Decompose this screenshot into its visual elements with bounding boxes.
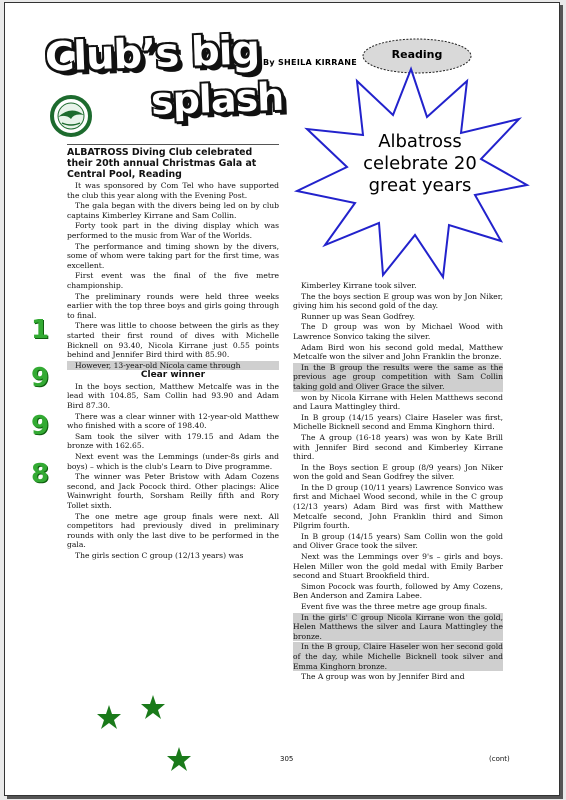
paragraph: The performance and timing shown by the divers, some of whom were taking part for the first time, was excellent. — [67, 241, 279, 270]
paragraph: Runner up was Sean Godfrey. — [301, 311, 416, 321]
starburst-line-3: great years — [368, 175, 472, 196]
starburst-line-2: celebrate 20 — [363, 153, 477, 174]
paragraph: The girls section C group (12/13 years) was — [75, 550, 244, 560]
continued-note: (cont) — [489, 755, 510, 763]
paragraph: Sam took the silver with 179.15 and Adam the bronze with 162.65. — [67, 431, 279, 451]
paragraph: The the boys section E group was won by Jon Niker, giving him his second gold of the day. — [293, 291, 503, 311]
paragraph: Next event was the Lemmings (under-8s girls and boys) – which is the club's Learn to Dive programme. — [67, 452, 279, 471]
subheading: Clear winner — [140, 370, 206, 381]
paragraph: The preliminary rounds were held three weeks earlier with the top three boys and girls going through to final. — [67, 291, 279, 320]
headline-line-1: Club’s big — [44, 27, 260, 81]
paragraph: won by Nicola Kirrane with Helen Matthews second and Laura Mattingley third. — [293, 392, 503, 412]
paragraph: It was sponsored by Com Tel who have supported the club this year along with the Evening Post. — [67, 181, 279, 200]
green-stars-icon — [93, 693, 203, 783]
badge-label: Reading — [391, 48, 443, 61]
year-digit-1: 1 — [31, 315, 50, 345]
newspaper-clipping-right — [293, 281, 503, 683]
paragraph: First event was the final of the five metre championship. — [67, 271, 279, 290]
year-digit-2: 9 — [31, 363, 50, 393]
scrapbook-page — [4, 2, 560, 796]
newspaper-clipping-left — [67, 144, 279, 562]
byline: By SHEILA KIRRANE — [263, 58, 358, 67]
page-number: 305 — [280, 755, 294, 763]
paragraph: In the Boys section E group (8/9 years) Jon Niker won the gold and Sean Godfrey the silver. — [293, 462, 503, 482]
article-lead: ALBATROSS Diving Club celebrated their 20th annual Christmas Gala at Central Pool, Reading — [67, 147, 257, 180]
paragraph: The A group was won by Jennifer Bird and — [301, 672, 465, 682]
paragraph: The A group (16-18 years) was won by Kate Brill with Jennifer Bird second and Kimberley Kirrane third. — [293, 432, 503, 462]
paragraph: In the B group, Claire Haseler won her second gold of the day, while Michelle Bicknell took silver and Emma Kinghorn bronze. — [293, 642, 503, 671]
paragraph: However, 13-year-old Nicola came through — [67, 361, 279, 371]
paragraph: Forty took part in the diving display which was performed to the music from War of the Worlds. — [67, 221, 279, 240]
paragraph: In B group (14/15 years) Sam Collin won the gold and Oliver Grace took the silver. — [293, 531, 503, 551]
paragraph: In B group (14/15 years) Claire Haseler was first, Michelle Bicknell second and Emma Kinghorn third. — [293, 412, 503, 432]
paragraph: Adam Bird won his second gold medal, Matthew Metcalfe won the silver and John Franklin the bronze. — [293, 342, 503, 362]
paragraph: The one metre age group finals were next. All competitors had previously dived in preliminary rounds with only the last dive to be performed in the gala. — [67, 511, 279, 550]
paragraph: There was little to choose between the girls as they started their first round of dives with Michelle Bicknell on 93.40, Nicola Kirrane just 0.55 points behind and Jennifer Bird third with 85.90. — [67, 321, 279, 360]
club-logo-icon — [50, 95, 92, 137]
paragraph: In the boys section, Matthew Metcalfe was in the lead with 104.85, Sam Collin had 93.90 and Adam Bird 87.30. — [67, 381, 279, 411]
paragraph: Next was the Lemmings over 9's – girls and boys. Helen Miller won the gold medal with Emily Barber second and Stuart Brookfield third. — [293, 552, 503, 581]
paragraph: The winner was Peter Bristow with Adam Cozens second, and Jack Pocock third. Other placings: Alice Wainwright fourth, Sorsham Reilly fifth and Rory Tollet sixth. — [67, 472, 279, 510]
headline-line-2: splash — [150, 74, 284, 124]
paragraph: The D group was won by Michael Wood with Lawrence Sonvico taking the silver. — [293, 322, 503, 341]
paragraph: Simon Pocock was fourth, followed by Amy Cozens, Ben Anderson and Zamira Labee. — [293, 581, 503, 601]
paragraph: There was a clear winner with 12-year-old Matthew who finished with a score of 198.40. — [67, 411, 279, 431]
year-digit-3: 9 — [31, 411, 50, 441]
paragraph: In the D group (10/11 years) Lawrence Sonvico was first and Michael Wood second, while in the C group (12/13 years) Adam Bird was first with Matthew Metcalfe second, John Franklin third and Simon Pilgrim fourth. — [293, 482, 503, 531]
paragraph: In the B group the results were the same as the previous age group competition with Sam Collin taking gold and Oliver Grace the silver. — [293, 362, 503, 391]
paragraph: Kimberley Kirrane took silver. — [301, 281, 417, 290]
paragraph: In the girls' C group Nicola Kirrane won the gold, Helen Matthews the silver and Laura Mattingley the bronze. — [293, 612, 503, 641]
starburst-line-1: Albatross — [378, 131, 462, 152]
year-digit-4: 8 — [31, 459, 50, 489]
starburst-caption — [353, 131, 487, 197]
paragraph: The gala began with the divers being led on by club captains Kimberley Kirrane and Sam Collin. — [67, 201, 279, 220]
paragraph: Event five was the three metre age group finals. — [301, 602, 488, 611]
